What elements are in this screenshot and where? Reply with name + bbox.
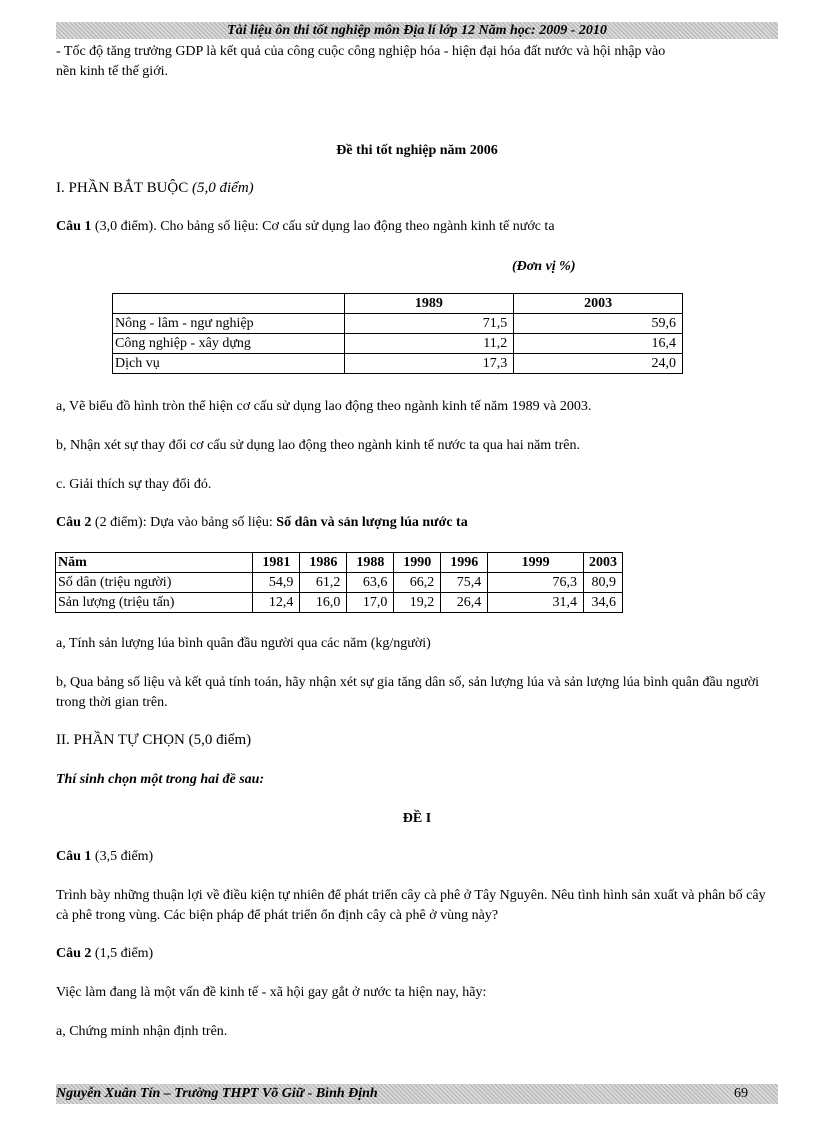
- table-cell: 31,4: [488, 593, 584, 613]
- q1-prompt: [56, 217, 781, 237]
- q2-part-a: a, Tính sản lượng lúa bình quân đầu người qua các năm (kg/người): [56, 636, 431, 651]
- table-cell: Sản lượng (triệu tấn): [56, 593, 253, 613]
- de1-title: ĐỀ I: [402, 811, 432, 826]
- q1-table: [112, 293, 683, 374]
- table-row: [56, 573, 623, 593]
- table-cell: 1981: [253, 553, 300, 573]
- de1-q1-text: Trình bày những thuận lợi về điều kiện tự nhiên để phát triển cây cà phê ở Tây Nguyên. Nêu tình hình sản xuất và phân bố cây cà phê trong vùng. Các biện pháp để phát triển ổn định cây cà phê ở vùng này?: [56, 888, 766, 923]
- table-cell: 11,2: [344, 334, 514, 354]
- table-row: [113, 354, 683, 374]
- table-cell: 1986: [300, 553, 347, 573]
- table-cell: 61,2: [300, 573, 347, 593]
- intro-line-1: - Tốc độ tăng trưởng GDP là kết quả của công cuộc công nghiệp hóa - hiện đại hóa đất nước và hội nhập vào: [56, 44, 666, 59]
- table-cell: 1990: [394, 553, 441, 573]
- table-cell: 80,9: [584, 573, 623, 593]
- part2-points: (5,0 điểm): [188, 732, 252, 748]
- de1-q1-heading: [56, 847, 781, 867]
- part2-instruction: Thí sinh chọn một trong hai đề sau:: [56, 772, 265, 787]
- table-cell: 71,5: [344, 314, 514, 334]
- table-row: [113, 314, 683, 334]
- q1-part-b: b, Nhận xét sự thay đổi cơ cấu sử dụng lao động theo ngành kinh tế nước ta qua hai năm trên.: [56, 438, 580, 453]
- footer-author: Nguyễn Xuân Tín – Trường THPT Võ Giữ - Bình Định: [56, 1086, 378, 1101]
- de1-q2-points: (1,5 điểm): [94, 946, 154, 961]
- table-cell: Công nghiệp - xây dựng: [113, 334, 345, 354]
- table-cell: 34,6: [584, 593, 623, 613]
- q1-unit: (Đơn vị %): [512, 259, 576, 274]
- table-row: [113, 334, 683, 354]
- table-cell: 75,4: [441, 573, 488, 593]
- table-cell: 17,0: [347, 593, 394, 613]
- table-cell: 2003: [514, 294, 683, 314]
- table-row: [56, 593, 623, 613]
- part2-title: II. PHẦN TỰ CHỌN: [56, 732, 185, 748]
- de1-q2-heading: [56, 944, 781, 964]
- table-cell: 1999: [488, 553, 584, 573]
- q2-part-b: b, Qua bảng số liệu và kết quả tính toán, hãy nhận xét sự gia tăng dân số, sản lượng lúa và sản lượng lúa bình quân đầu người trong thời gian trên.: [56, 675, 760, 710]
- part1-title: I. PHẦN BẮT BUỘC: [56, 180, 189, 196]
- table-cell: 1989: [344, 294, 514, 314]
- table-cell: 26,4: [441, 593, 488, 613]
- table-cell: Số dân (triệu người): [56, 573, 253, 593]
- q1-part-a: a, Vẽ biểu đồ hình tròn thể hiện cơ cấu sử dụng lao động theo ngành kinh tế năm 1989 và 2003.: [56, 399, 592, 414]
- de1-q1-label: Câu 1: [56, 849, 92, 864]
- table-cell: 1996: [441, 553, 488, 573]
- table-cell: 24,0: [514, 354, 683, 374]
- q2-text: (2 điểm): Dựa vào bảng số liệu:: [94, 515, 277, 530]
- page-header: [56, 22, 778, 39]
- part2-heading: [56, 730, 781, 750]
- table-header-row: [113, 294, 683, 314]
- table-cell: 76,3: [488, 573, 584, 593]
- table-cell: 59,6: [514, 314, 683, 334]
- table-cell: 16,0: [300, 593, 347, 613]
- header-title: Tài liệu ôn thi tốt nghiệp môn Địa lí lớp 12 Năm học: 2009 - 2010: [227, 23, 607, 38]
- table-cell: Năm: [56, 553, 253, 573]
- de1-q2-text: Việc làm đang là một vấn đề kinh tế - xã hội gay gắt ở nước ta hiện nay, hãy:: [56, 985, 487, 1000]
- table-cell: 19,2: [394, 593, 441, 613]
- q2-prompt: [56, 513, 781, 533]
- table-cell: 66,2: [394, 573, 441, 593]
- table-cell: 54,9: [253, 573, 300, 593]
- q1-part-c: c. Giải thích sự thay đổi đó.: [56, 477, 212, 492]
- q2-title: Số dân và sản lượng lúa nước ta: [276, 515, 468, 530]
- de1-q2-label: Câu 2: [56, 946, 92, 961]
- q1-label: Câu 1: [56, 219, 92, 234]
- table-cell: 63,6: [347, 573, 394, 593]
- q1-text: (3,0 điểm). Cho bảng số liệu: Cơ cấu sử dụng lao động theo ngành kinh tế nước ta: [94, 219, 555, 234]
- table-header-row: [56, 553, 623, 573]
- table-cell: 17,3: [344, 354, 514, 374]
- intro-line-2: nền kinh tế thế giới.: [56, 64, 168, 79]
- table-cell: Dịch vụ: [113, 354, 345, 374]
- table-cell: 2003: [584, 553, 623, 573]
- de1-q1-points: (3,5 điểm): [94, 849, 154, 864]
- page-footer: [56, 1084, 778, 1104]
- table-cell: 16,4: [514, 334, 683, 354]
- exam-title: Đề thi tốt nghiệp năm 2006: [336, 143, 498, 158]
- de1-q2-part-a: a, Chứng minh nhận định trên.: [56, 1024, 228, 1039]
- page-number: 69: [734, 1086, 748, 1101]
- table-cell: 1988: [347, 553, 394, 573]
- q2-label: Câu 2: [56, 515, 92, 530]
- q2-table: [55, 552, 623, 613]
- table-cell: Nông - lâm - ngư nghiệp: [113, 314, 345, 334]
- table-cell: 12,4: [253, 593, 300, 613]
- table-cell: [113, 294, 345, 314]
- part1-heading: [56, 178, 781, 198]
- part1-points: (5,0 điểm): [192, 180, 254, 196]
